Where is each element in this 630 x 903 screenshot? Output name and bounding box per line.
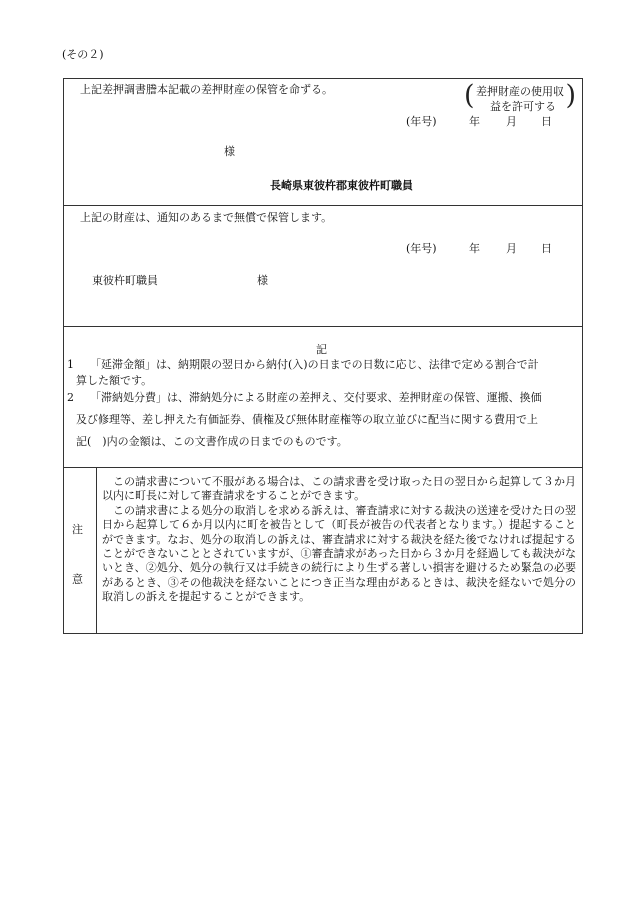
notice-side-char-2: 意 xyxy=(72,573,83,586)
month-label: 月 xyxy=(506,115,517,128)
notice-side-char-1: 注 xyxy=(72,523,83,536)
usage-permission-box xyxy=(464,81,576,113)
notice-text xyxy=(102,475,576,605)
row-divider-2 xyxy=(64,326,582,327)
notice-paragraph-1: この請求書について不服がある場合は、この請求書を受け取った日の翌日から起算して３か月以内に町長に対して審査請求をすることができます。 xyxy=(102,475,576,503)
item-1-line2: 算した額です。 xyxy=(76,374,153,387)
month-label-2: 月 xyxy=(506,242,517,255)
right-bracket: ) xyxy=(565,80,576,111)
year-label: 年 xyxy=(469,115,480,128)
day-label: 日 xyxy=(541,115,552,128)
notes-column-divider xyxy=(96,467,97,633)
town-staff-label: 東彼杵町職員 xyxy=(92,274,158,287)
item-2-line3: 記( )内の金額は、この文書作成の日までのものです。 xyxy=(76,435,348,448)
left-bracket: ( xyxy=(464,80,475,111)
row-divider-1 xyxy=(64,205,582,206)
item-1-number: 1 xyxy=(67,358,74,371)
town-official-title: 長崎県東彼杵郡東彼杵町職員 xyxy=(270,179,413,192)
item-1-line1: 「延滞金額」は、納期限の翌日から納付(入)の日までの日数に応じ、法律で定める割合で計 xyxy=(90,358,539,371)
usage-permission-line1: 差押財産の使用収 xyxy=(476,85,564,98)
honorific-sama-2: 様 xyxy=(257,274,268,287)
custody-acceptance-text: 上記の財産は、通知のあるまで無償で保管します。 xyxy=(80,211,333,224)
era-label-2: (年号) xyxy=(406,242,437,255)
notes-heading: 記 xyxy=(316,343,327,356)
row-divider-3 xyxy=(64,467,582,468)
year-label-2: 年 xyxy=(469,242,480,255)
day-label-2: 日 xyxy=(541,242,552,255)
form-table xyxy=(63,78,583,634)
usage-permission-line2: 益を許可する xyxy=(490,100,556,113)
honorific-sama: 様 xyxy=(224,145,235,158)
item-2-line1: 「滞納処分費」は、滞納処分による財産の差押え、交付要求、差押財産の保管、運搬、換価 xyxy=(90,391,542,404)
item-2-line2: 及び修理等、差し押えた有価証券、債権及び無体財産権等の取立並びに配当に関する費用で上 xyxy=(76,413,538,426)
item-2-number: 2 xyxy=(67,391,74,404)
custody-order-text: 上記差押調書謄本記載の差押財産の保管を命ずる。 xyxy=(80,83,333,96)
notice-paragraph-2: この請求書による処分の取消しを求める訴えは、審査請求に対する裁決の送達を受けた日の翌日から起算して６か月以内に町を被告として（町長が被告の代表者となります。）提起することができます。なお、処分の取消しの訴えは、審査請求に対する裁決を経た後でなければ提起することができないこととされていますが、①審査請求があった日から３か月を経過しても裁決がないとき、②処分、処分の執行又は手続きの続行により生ずる著しい損害を避けるため緊急の必要があるとき、③その他裁決を経ないことにつき正当な理由があるときは、裁決を経ないで処分の取消しの訴えを提起することができます。 xyxy=(102,503,576,604)
page-label: (その２) xyxy=(62,48,104,61)
era-label: (年号) xyxy=(406,115,437,128)
